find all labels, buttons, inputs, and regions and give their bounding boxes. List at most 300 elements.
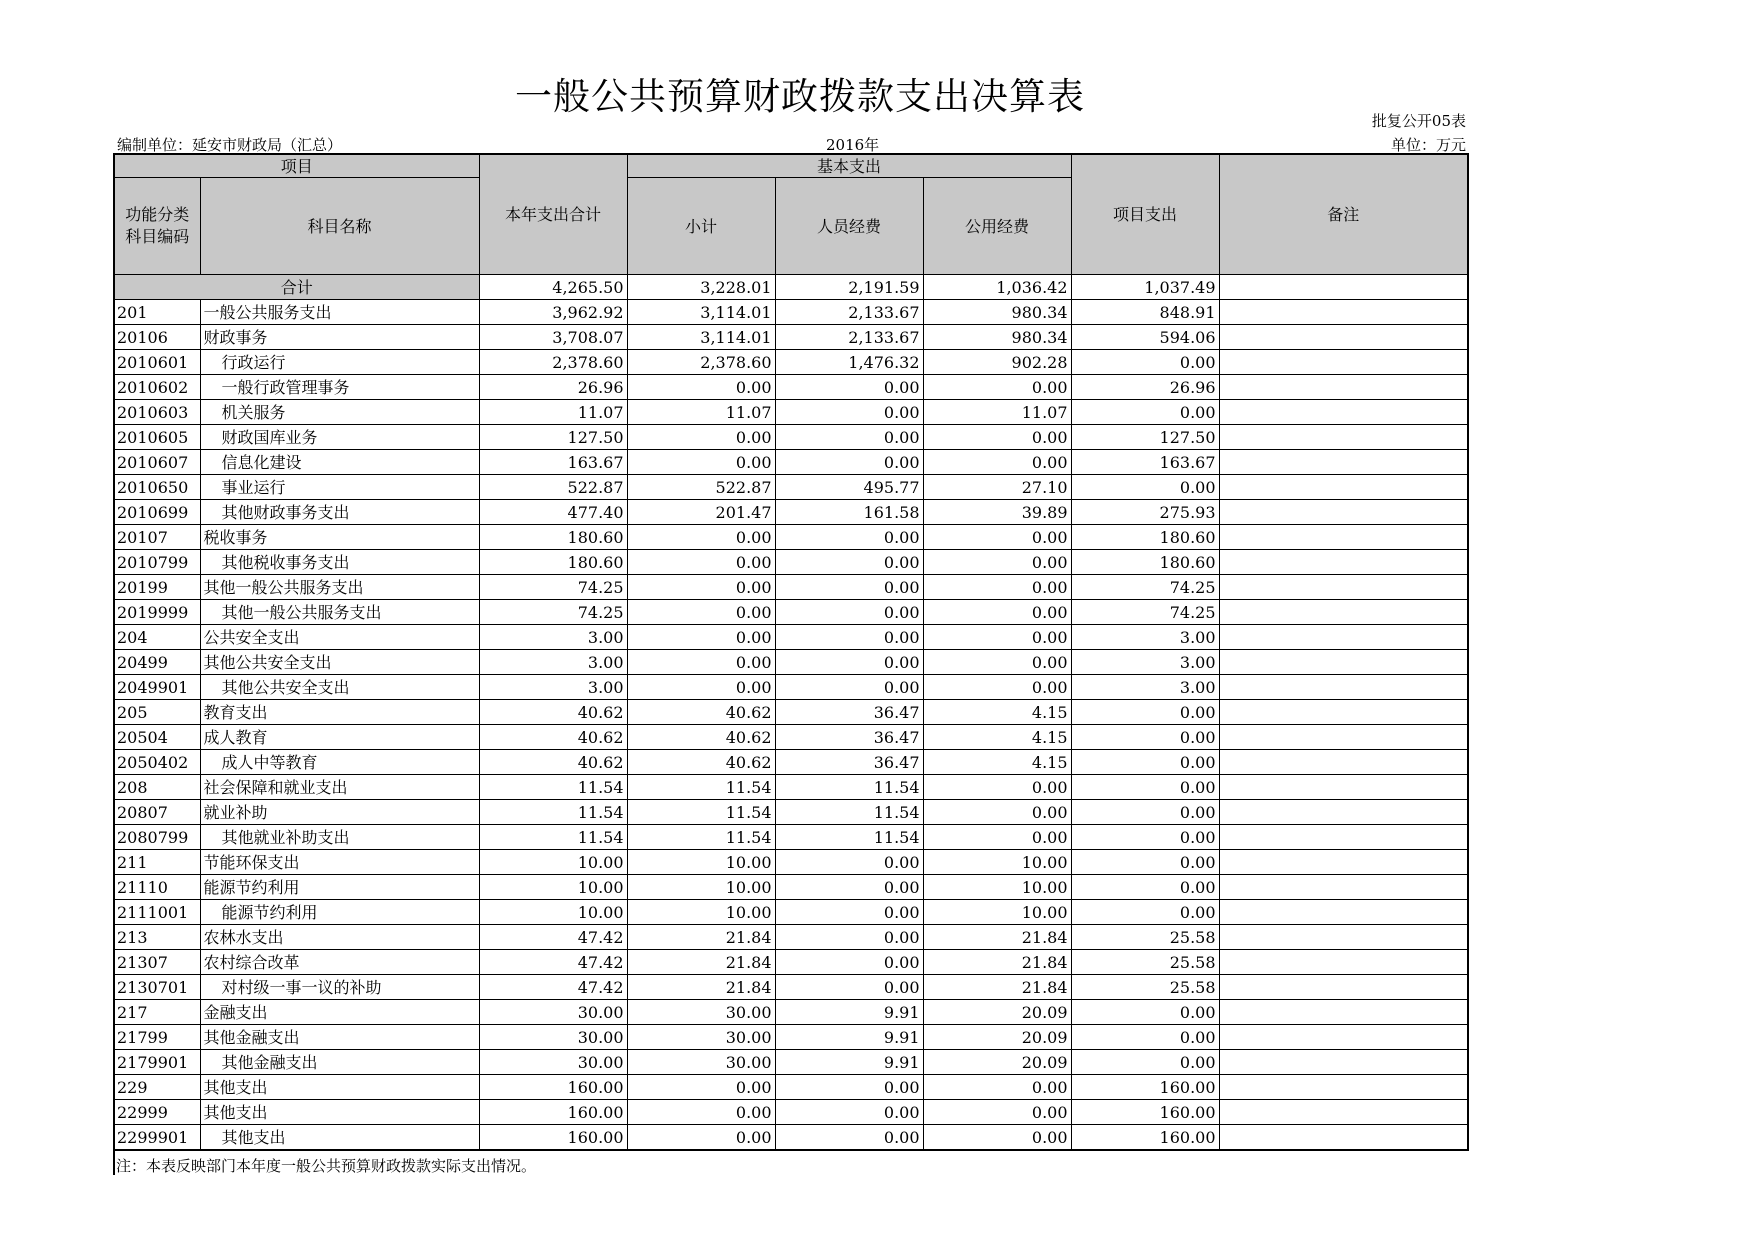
row-remark: [1219, 900, 1468, 925]
row-remark: [1219, 350, 1468, 375]
row-name: 对村级一事一议的补助: [200, 975, 479, 1000]
row-project: 0.00: [1071, 1000, 1219, 1025]
row-subtotal: 0.00: [627, 425, 775, 450]
row-public: 21.84: [923, 975, 1071, 1000]
row-name: 能源节约利用: [200, 900, 479, 925]
row-personnel: 36.47: [775, 750, 923, 775]
row-subtotal: 0.00: [627, 375, 775, 400]
row-remark: [1219, 750, 1468, 775]
row-subtotal: 0.00: [627, 1075, 775, 1100]
row-total: 74.25: [479, 575, 627, 600]
row-name: 就业补助: [200, 800, 479, 825]
header-subtotal: 小计: [627, 178, 775, 275]
row-remark: [1219, 1100, 1468, 1125]
row-public: 0.00: [923, 600, 1071, 625]
table-note: 注：本表反映部门本年度一般公共预算财政拨款实际支出情况。: [116, 1157, 537, 1175]
row-name: 其他公共安全支出: [200, 650, 479, 675]
row-code: 22999: [114, 1100, 200, 1125]
row-total: 30.00: [479, 1000, 627, 1025]
row-total: 127.50: [479, 425, 627, 450]
row-project: 26.96: [1071, 375, 1219, 400]
row-subtotal: 201.47: [627, 500, 775, 525]
row-project: 275.93: [1071, 500, 1219, 525]
row-name: 机关服务: [200, 400, 479, 425]
row-total: 3.00: [479, 625, 627, 650]
row-name: 其他支出: [200, 1075, 479, 1100]
row-total: 40.62: [479, 700, 627, 725]
row-public: 10.00: [923, 875, 1071, 900]
row-code: 2111001: [114, 900, 200, 925]
row-total: 160.00: [479, 1125, 627, 1151]
total-public: 1,036.42: [923, 275, 1071, 300]
row-total: 180.60: [479, 525, 627, 550]
table-row: [114, 600, 1468, 625]
row-public: 0.00: [923, 425, 1071, 450]
row-public: 980.34: [923, 300, 1071, 325]
row-personnel: 0.00: [775, 975, 923, 1000]
row-total: 11.07: [479, 400, 627, 425]
header-public: 公用经费: [923, 178, 1071, 275]
form-id: 批复公开05表: [1371, 112, 1466, 130]
row-public: 0.00: [923, 825, 1071, 850]
row-project: 0.00: [1071, 350, 1219, 375]
row-code: 213: [114, 925, 200, 950]
row-personnel: 1,476.32: [775, 350, 923, 375]
row-code: 21110: [114, 875, 200, 900]
row-remark: [1219, 400, 1468, 425]
row-code: 2010601: [114, 350, 200, 375]
header-name: 科目名称: [200, 178, 479, 275]
row-personnel: 9.91: [775, 1025, 923, 1050]
row-code: 21307: [114, 950, 200, 975]
row-remark: [1219, 450, 1468, 475]
row-public: 0.00: [923, 775, 1071, 800]
row-remark: [1219, 525, 1468, 550]
table-row: [114, 525, 1468, 550]
row-personnel: 9.91: [775, 1050, 923, 1075]
table-row: [114, 350, 1468, 375]
table-row: [114, 550, 1468, 575]
table-row: [114, 500, 1468, 525]
row-personnel: 0.00: [775, 650, 923, 675]
row-remark: [1219, 775, 1468, 800]
table-row: [114, 425, 1468, 450]
row-code: 2050402: [114, 750, 200, 775]
row-public: 20.09: [923, 1000, 1071, 1025]
table-row: [114, 1000, 1468, 1025]
row-personnel: 0.00: [775, 950, 923, 975]
row-personnel: 36.47: [775, 700, 923, 725]
row-public: 27.10: [923, 475, 1071, 500]
row-project: 0.00: [1071, 850, 1219, 875]
row-public: 39.89: [923, 500, 1071, 525]
row-remark: [1219, 950, 1468, 975]
row-total: 47.42: [479, 975, 627, 1000]
total-total: 4,265.50: [479, 275, 627, 300]
compiling-unit: 编制单位：延安市财政局（汇总）: [117, 136, 343, 154]
row-code: 20504: [114, 725, 200, 750]
row-code: 2010607: [114, 450, 200, 475]
row-personnel: 0.00: [775, 600, 923, 625]
row-personnel: 0.00: [775, 400, 923, 425]
header-code-line1: 功能分类: [125, 205, 190, 224]
row-subtotal: 30.00: [627, 1000, 775, 1025]
row-public: 0.00: [923, 550, 1071, 575]
row-code: 2049901: [114, 675, 200, 700]
row-public: 0.00: [923, 450, 1071, 475]
row-project: 160.00: [1071, 1075, 1219, 1100]
row-name: 其他税收事务支出: [200, 550, 479, 575]
row-code: 2010605: [114, 425, 200, 450]
table-row: [114, 775, 1468, 800]
table-row: [114, 650, 1468, 675]
row-code: 2179901: [114, 1050, 200, 1075]
row-subtotal: 21.84: [627, 925, 775, 950]
row-name: 税收事务: [200, 525, 479, 550]
row-name: 成人教育: [200, 725, 479, 750]
row-subtotal: 11.54: [627, 825, 775, 850]
row-code: 20106: [114, 325, 200, 350]
row-total: 47.42: [479, 925, 627, 950]
row-name: 社会保障和就业支出: [200, 775, 479, 800]
row-subtotal: 0.00: [627, 650, 775, 675]
row-total: 30.00: [479, 1050, 627, 1075]
row-subtotal: 0.00: [627, 600, 775, 625]
row-code: 20199: [114, 575, 200, 600]
row-remark: [1219, 975, 1468, 1000]
row-project: 25.58: [1071, 950, 1219, 975]
row-code: 204: [114, 625, 200, 650]
row-project: 160.00: [1071, 1100, 1219, 1125]
table-row: [114, 900, 1468, 925]
row-public: 0.00: [923, 800, 1071, 825]
row-public: 11.07: [923, 400, 1071, 425]
row-code: 229: [114, 1075, 200, 1100]
row-remark: [1219, 425, 1468, 450]
row-name: 其他支出: [200, 1100, 479, 1125]
header-total: 本年支出合计: [479, 154, 627, 275]
note-rule: [113, 1151, 115, 1175]
row-public: 4.15: [923, 750, 1071, 775]
row-total: 47.42: [479, 950, 627, 975]
row-name: 其他支出: [200, 1125, 479, 1151]
row-project: 74.25: [1071, 575, 1219, 600]
row-subtotal: 0.00: [627, 1100, 775, 1125]
row-name: 一般行政管理事务: [200, 375, 479, 400]
row-personnel: 9.91: [775, 1000, 923, 1025]
row-personnel: 161.58: [775, 500, 923, 525]
row-subtotal: 30.00: [627, 1050, 775, 1075]
row-project: 25.58: [1071, 975, 1219, 1000]
table-row: [114, 1100, 1468, 1125]
total-remark: [1219, 275, 1468, 300]
row-subtotal: 3,114.01: [627, 325, 775, 350]
row-subtotal: 21.84: [627, 950, 775, 975]
row-code: 211: [114, 850, 200, 875]
row-total: 522.87: [479, 475, 627, 500]
row-personnel: 0.00: [775, 550, 923, 575]
row-remark: [1219, 625, 1468, 650]
row-code: 2010602: [114, 375, 200, 400]
row-remark: [1219, 550, 1468, 575]
row-subtotal: 11.54: [627, 775, 775, 800]
table-row: [114, 825, 1468, 850]
table-row: [114, 725, 1468, 750]
row-subtotal: 0.00: [627, 675, 775, 700]
row-total: 11.54: [479, 825, 627, 850]
row-project: 163.67: [1071, 450, 1219, 475]
row-personnel: 36.47: [775, 725, 923, 750]
row-name: 公共安全支出: [200, 625, 479, 650]
row-personnel: 0.00: [775, 625, 923, 650]
row-name: 其他财政事务支出: [200, 500, 479, 525]
row-personnel: 0.00: [775, 925, 923, 950]
row-remark: [1219, 600, 1468, 625]
row-code: 21799: [114, 1025, 200, 1050]
table-row: [114, 975, 1468, 1000]
table-row: [114, 750, 1468, 775]
row-personnel: 0.00: [775, 425, 923, 450]
row-remark: [1219, 1025, 1468, 1050]
header-remark: 备注: [1219, 154, 1468, 275]
row-code: 2010650: [114, 475, 200, 500]
row-project: 0.00: [1071, 800, 1219, 825]
table-row: [114, 1050, 1468, 1075]
row-subtotal: 0.00: [627, 1125, 775, 1151]
row-public: 4.15: [923, 725, 1071, 750]
row-subtotal: 11.07: [627, 400, 775, 425]
row-personnel: 495.77: [775, 475, 923, 500]
header-code-line2: 科目编码: [125, 227, 190, 246]
row-name: 财政事务: [200, 325, 479, 350]
total-label: 合计: [114, 275, 479, 300]
row-total: 10.00: [479, 875, 627, 900]
row-total: 11.54: [479, 775, 627, 800]
row-subtotal: 0.00: [627, 450, 775, 475]
row-total: 11.54: [479, 800, 627, 825]
table-row: [114, 400, 1468, 425]
row-subtotal: 10.00: [627, 875, 775, 900]
row-name: 节能环保支出: [200, 850, 479, 875]
row-total: 3,708.07: [479, 325, 627, 350]
row-code: 217: [114, 1000, 200, 1025]
row-subtotal: 0.00: [627, 525, 775, 550]
row-total: 30.00: [479, 1025, 627, 1050]
total-row: [114, 275, 1468, 300]
row-personnel: 0.00: [775, 375, 923, 400]
row-public: 0.00: [923, 375, 1071, 400]
row-public: 0.00: [923, 625, 1071, 650]
row-name: 成人中等教育: [200, 750, 479, 775]
row-code: 2010699: [114, 500, 200, 525]
row-project: 0.00: [1071, 825, 1219, 850]
row-name: 其他金融支出: [200, 1050, 479, 1075]
row-remark: [1219, 325, 1468, 350]
row-name: 其他公共安全支出: [200, 675, 479, 700]
row-code: 208: [114, 775, 200, 800]
header-item: 项目: [114, 154, 479, 178]
row-name: 一般公共服务支出: [200, 300, 479, 325]
row-code: 2019999: [114, 600, 200, 625]
header-basic: 基本支出: [627, 154, 1071, 178]
row-remark: [1219, 850, 1468, 875]
row-project: 127.50: [1071, 425, 1219, 450]
row-total: 3.00: [479, 650, 627, 675]
row-subtotal: 0.00: [627, 625, 775, 650]
table-row: [114, 475, 1468, 500]
row-remark: [1219, 875, 1468, 900]
row-remark: [1219, 375, 1468, 400]
row-subtotal: 10.00: [627, 900, 775, 925]
row-name: 其他一般公共服务支出: [200, 575, 479, 600]
row-subtotal: 2,378.60: [627, 350, 775, 375]
row-remark: [1219, 800, 1468, 825]
row-name: 其他一般公共服务支出: [200, 600, 479, 625]
row-code: 201: [114, 300, 200, 325]
row-total: 10.00: [479, 900, 627, 925]
row-project: 0.00: [1071, 875, 1219, 900]
row-personnel: 0.00: [775, 575, 923, 600]
row-project: 0.00: [1071, 700, 1219, 725]
row-subtotal: 0.00: [627, 575, 775, 600]
row-subtotal: 11.54: [627, 800, 775, 825]
row-public: 0.00: [923, 675, 1071, 700]
row-project: 74.25: [1071, 600, 1219, 625]
table-row: [114, 850, 1468, 875]
table-row: [114, 325, 1468, 350]
row-project: 3.00: [1071, 650, 1219, 675]
row-code: 2080799: [114, 825, 200, 850]
row-public: 0.00: [923, 1125, 1071, 1151]
row-project: 3.00: [1071, 675, 1219, 700]
row-remark: [1219, 1125, 1468, 1151]
row-subtotal: 40.62: [627, 725, 775, 750]
row-personnel: 0.00: [775, 450, 923, 475]
row-remark: [1219, 1075, 1468, 1100]
page-title: 一般公共预算财政拨款支出决算表: [515, 75, 1085, 118]
row-public: 21.84: [923, 925, 1071, 950]
row-personnel: 2,133.67: [775, 300, 923, 325]
row-remark: [1219, 925, 1468, 950]
table-row: [114, 925, 1468, 950]
fiscal-year: 2016年: [826, 136, 880, 154]
total-subtotal: 3,228.01: [627, 275, 775, 300]
row-public: 10.00: [923, 900, 1071, 925]
row-personnel: 0.00: [775, 850, 923, 875]
header-project: 项目支出: [1071, 154, 1219, 275]
row-public: 20.09: [923, 1050, 1071, 1075]
row-subtotal: 522.87: [627, 475, 775, 500]
row-personnel: 11.54: [775, 775, 923, 800]
row-code: 20807: [114, 800, 200, 825]
row-name: 行政运行: [200, 350, 479, 375]
row-public: 0.00: [923, 575, 1071, 600]
table-row: [114, 800, 1468, 825]
row-remark: [1219, 725, 1468, 750]
row-project: 180.60: [1071, 525, 1219, 550]
row-name: 信息化建设: [200, 450, 479, 475]
table-row: [114, 950, 1468, 975]
row-total: 160.00: [479, 1075, 627, 1100]
row-subtotal: 3,114.01: [627, 300, 775, 325]
row-code: 2130701: [114, 975, 200, 1000]
row-remark: [1219, 1050, 1468, 1075]
header-personnel: 人员经费: [775, 178, 923, 275]
row-code: 205: [114, 700, 200, 725]
row-public: 902.28: [923, 350, 1071, 375]
row-name: 能源节约利用: [200, 875, 479, 900]
row-code: 2010799: [114, 550, 200, 575]
currency-unit: 单位：万元: [1390, 136, 1466, 154]
row-name: 金融支出: [200, 1000, 479, 1025]
row-total: 40.62: [479, 750, 627, 775]
row-remark: [1219, 475, 1468, 500]
row-project: 594.06: [1071, 325, 1219, 350]
row-code: 20499: [114, 650, 200, 675]
row-public: 21.84: [923, 950, 1071, 975]
row-total: 163.67: [479, 450, 627, 475]
row-personnel: 0.00: [775, 675, 923, 700]
row-project: 25.58: [1071, 925, 1219, 950]
row-name: 其他金融支出: [200, 1025, 479, 1050]
row-public: 0.00: [923, 1100, 1071, 1125]
table-row: [114, 625, 1468, 650]
total-project: 1,037.49: [1071, 275, 1219, 300]
row-personnel: 0.00: [775, 1075, 923, 1100]
row-project: 0.00: [1071, 475, 1219, 500]
table-row: [114, 575, 1468, 600]
row-public: 10.00: [923, 850, 1071, 875]
table-row: [114, 450, 1468, 475]
row-name: 事业运行: [200, 475, 479, 500]
row-public: 0.00: [923, 1075, 1071, 1100]
row-subtotal: 21.84: [627, 975, 775, 1000]
row-name: 农村综合改革: [200, 950, 479, 975]
row-total: 477.40: [479, 500, 627, 525]
header-code: [114, 178, 200, 275]
row-total: 160.00: [479, 1100, 627, 1125]
row-name: 农林水支出: [200, 925, 479, 950]
row-project: 180.60: [1071, 550, 1219, 575]
budget-table: [113, 153, 1469, 1151]
row-project: 0.00: [1071, 900, 1219, 925]
table-row: [114, 875, 1468, 900]
row-personnel: 11.54: [775, 825, 923, 850]
row-total: 40.62: [479, 725, 627, 750]
row-total: 74.25: [479, 600, 627, 625]
row-remark: [1219, 700, 1468, 725]
row-total: 2,378.60: [479, 350, 627, 375]
row-subtotal: 10.00: [627, 850, 775, 875]
row-project: 0.00: [1071, 400, 1219, 425]
row-project: 0.00: [1071, 750, 1219, 775]
row-subtotal: 0.00: [627, 550, 775, 575]
row-project: 3.00: [1071, 625, 1219, 650]
row-remark: [1219, 500, 1468, 525]
row-name: 其他就业补助支出: [200, 825, 479, 850]
row-project: 0.00: [1071, 725, 1219, 750]
row-public: 20.09: [923, 1025, 1071, 1050]
row-personnel: 0.00: [775, 900, 923, 925]
row-subtotal: 40.62: [627, 750, 775, 775]
row-project: 0.00: [1071, 775, 1219, 800]
row-remark: [1219, 575, 1468, 600]
row-code: 2010603: [114, 400, 200, 425]
table-row: [114, 1075, 1468, 1100]
row-project: 0.00: [1071, 1025, 1219, 1050]
table-row: [114, 675, 1468, 700]
table-row: [114, 375, 1468, 400]
